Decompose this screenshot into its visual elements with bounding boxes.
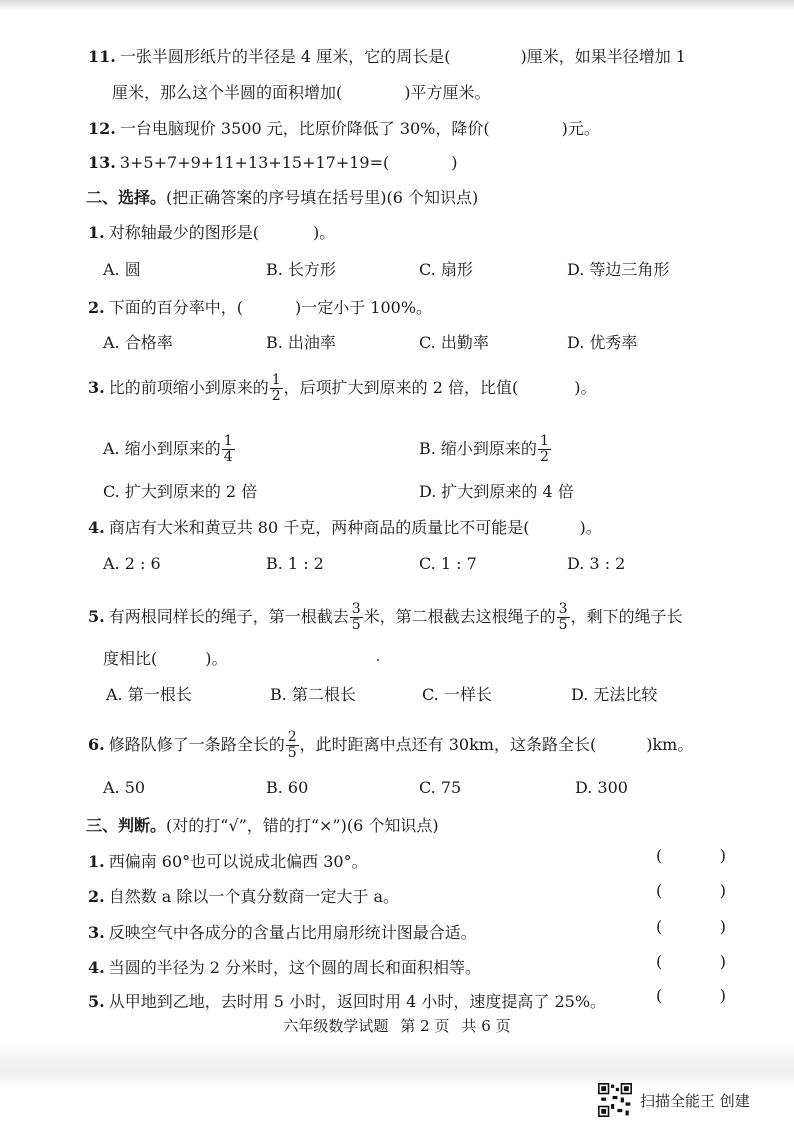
choice-6-option-b[interactable]: B. 60 (266, 778, 309, 797)
q11-text-a: 一张半圆形纸片的半径是 4 厘米，它的周长是 (119, 47, 445, 66)
q13-blank[interactable] (383, 152, 458, 174)
choice-3-blank[interactable] (512, 377, 581, 399)
choice-3-option-b[interactable]: B. 缩小到原来的 $\frac{1}{2}$ (419, 433, 549, 465)
judge-3: 3. 反映空气中各成分的含量占比用扇形统计图最合适。 (88, 923, 477, 942)
choice-5-option-b[interactable]: B. 第二根长 (270, 685, 356, 704)
judge-4: 4. 当圆的半径为 2 分米时，这个圆的周长和面积相等。 (88, 958, 482, 977)
choice-3-option-c[interactable]: C. 扩大到原来的 2 倍 (103, 482, 258, 501)
q12-text-b: 元。 (567, 119, 600, 138)
fraction-two-fifths: $\frac{2}{5}$ (287, 729, 297, 761)
q12-blank[interactable] (483, 118, 568, 140)
scan-speck (377, 659, 379, 661)
fraction-three-fifths-a: $\frac{3}{5}$ (351, 601, 361, 633)
choice-5-option-d[interactable]: D. 无法比较 (571, 685, 658, 704)
scan-top-edge (0, 0, 794, 10)
choice-4-option-b[interactable]: B. 1 : 2 (266, 554, 324, 573)
choice-3-option-a[interactable]: A. 缩小到原来的 $\frac{1}{4}$ (103, 433, 233, 465)
choice-6-blank[interactable] (590, 734, 653, 756)
choice-2-option-a[interactable]: A. 合格率 (103, 333, 173, 352)
choice-6-option-c[interactable]: C. 75 (419, 778, 462, 797)
section-3-heading: 三、判断。(对的打“√”，错的打“×”)(6 个知识点) (86, 816, 439, 835)
question-11-line-2 (112, 82, 491, 104)
scanner-watermark (598, 1083, 750, 1117)
choice-2-option-d[interactable]: D. 优秀率 (567, 333, 638, 352)
page-footer (0, 1015, 794, 1036)
choice-5-stem-line-2: 度相比( ) 。 (103, 648, 228, 670)
choice-2-option-c[interactable]: C. 出勤率 (419, 333, 489, 352)
exam-page: 11. 一张半圆形纸片的半径是 4 厘米，它的周长是( ) 厘米，如果半径增加 1 厘米，那么这个半圆的面积增加( ) 平方厘米。 12. 一台电脑现价 3500 元，比原价降低了 30%，降价( ) 元。 13. 3+5+7+9+11+13+15+17+19=( ) 二、选择。(把正确答案的序号填在括号里)(6 个知识点) 1. 对称轴最少的图形是( ) 。 A. 圆 B. 长方形 C. 扇形 D. 等边三角形 2. 下面的百分率中，( ) 一定小于 100%。 A. 合格率 B. 出油率 C. 出勤率 D. 优秀率 3. 比的前项缩小到原来的 $\frac{1}{2}$ ，后项扩大到原来的 2 倍，比值( ) 。 A. 缩小到原来的 $\frac{1}{4}$ B. 缩小到原来的 $\frac{1}{2}$ C. 扩大到原来的 2 倍 D. 扩大到原来的 4 倍 4. 商店有大米和黄豆共 80 千克，两种商品的质量比不可能是( ) 。 A. 2 : 6 B. 1 : 2 C. 1 : 7 D. 3 : 2 5. 有两根同样长的绳子，第一根截去 $\frac{3}{5}$ 米，第二根截去这根绳子的 $\frac{3}{5}$ ，剩下的绳子长 度相比( ) 。 A. 第一根长 B. 第二根长 C. 一样长 D. 无法比较 6. 修路队修了一条路全长的 $\frac{2}{5}$ ，此时距离中点还有 30km，这条路全长( ) km。 A. 50 B. 60 C. 75 D. 300 三、判断。(对的打“√”，错的打“×”)(6 个知识点) 1. 西偏南 60°也可以说成北偏西 30°。 ( ) 2. 自然数 a 除以一个真分数商一定大于 a。 ( ) 3. 反映空气中各成分的含量占比用扇形统计图最合适。 ( ) 4. 当圆的半径为 2 分米时，这个圆的周长和面积相等。 ( ) 5. 从甲地到乙地，去时用 5 小时，返回时用 4 小时，速度提高了 25%。 ( ) 六年级数学试题 第 2 页 共 6 页 扫描全能王 创建 (0, 0, 794, 1124)
choice-2-stem: 2. 下面的百分率中，( ) 一定小于 100%。 (88, 297, 432, 319)
question-11-line-1: 11. 一张半圆形纸片的半径是 4 厘米，它的周长是( ) 厘米，如果半径增加 1 (88, 46, 686, 68)
qr-code-icon (598, 1083, 632, 1117)
choice-5-stem-line-1: 5. 有两根同样长的绳子，第一根截去 $\frac{3}{5}$ 米，第二根截去这根绳子的 $\frac{3}{5}$ ，剩下的绳子长 (88, 601, 683, 633)
choice-6-option-d[interactable]: D. 300 (575, 778, 628, 797)
q13-text-a: 3+5+7+9+11+13+15+17+19= (119, 153, 384, 172)
choice-5-option-a[interactable]: A. 第一根长 (106, 685, 192, 704)
choice-6-stem: 6. 修路队修了一条路全长的 $\frac{2}{5}$ ，此时距离中点还有 30km，这条路全长( ) km。 (88, 730, 693, 761)
choice-4-option-d[interactable]: D. 3 : 2 (567, 554, 626, 573)
choice-1-stem: 1. 对称轴最少的图形是( ) 。 (88, 222, 335, 244)
choice-4-option-c[interactable]: C. 1 : 7 (419, 554, 477, 573)
section-2-heading: 二、选择。(把正确答案的序号填在括号里)(6 个知识点) (86, 188, 479, 207)
fraction-one-half-b: $\frac{1}{2}$ (539, 433, 549, 465)
question-13: 13. 3+5+7+9+11+13+15+17+19=( ) (88, 152, 458, 174)
choice-3-option-d[interactable]: D. 扩大到原来的 4 倍 (419, 482, 574, 501)
scanner-brand-text: 扫描全能王 创建 (640, 1091, 750, 1110)
footer-page: 第 2 页 (400, 1017, 450, 1035)
q11-blank-1[interactable] (444, 46, 527, 68)
fraction-one-quarter: $\frac{1}{4}$ (223, 433, 233, 465)
choice-2-option-b[interactable]: B. 出油率 (266, 333, 336, 352)
q11-text-d: 平方厘米。 (410, 83, 491, 102)
question-12: 12. 一台电脑现价 3500 元，比原价降低了 30%，降价( ) 元。 (88, 118, 600, 140)
judge-2: 2. 自然数 a 除以一个真分数商一定大于 a。 (88, 887, 400, 906)
choice-3-stem: 3. 比的前项缩小到原来的 $\frac{1}{2}$ ，后项扩大到原来的 2 倍，比值( ) 。 (88, 373, 597, 404)
footer-total: 共 6 页 (461, 1017, 511, 1035)
choice-1-option-c[interactable]: C. 扇形 (419, 260, 473, 279)
choice-1-option-d[interactable]: D. 等边三角形 (567, 260, 670, 279)
fraction-three-fifths-b: $\frac{3}{5}$ (558, 601, 568, 633)
choice-1-option-a[interactable]: A. 圆 (103, 260, 141, 279)
choice-1-blank[interactable] (253, 222, 320, 244)
q11-text-b: 厘米，如果半径增加 1 (526, 47, 686, 66)
q11-blank-2[interactable] (336, 82, 411, 104)
choice-5-blank[interactable] (151, 648, 212, 670)
choice-6-option-a[interactable]: A. 50 (103, 778, 146, 797)
q11-text-c: 厘米，那么这个半圆的面积增加 (112, 83, 337, 102)
footer-title: 六年级数学试题 (283, 1017, 389, 1035)
choice-5-option-c[interactable]: C. 一样长 (422, 685, 492, 704)
q12-text-a: 一台电脑现价 3500 元，比原价降低了 30%，降价 (119, 119, 484, 138)
choice-4-option-a[interactable]: A. 2 : 6 (103, 554, 161, 573)
choice-1-option-b[interactable]: B. 长方形 (266, 260, 336, 279)
choice-2-blank[interactable] (237, 297, 302, 319)
judge-5: 5. 从甲地到乙地，去时用 5 小时，返回时用 4 小时，速度提高了 25%。 (88, 992, 607, 1011)
choice-4-blank[interactable] (523, 517, 586, 539)
fraction-one-half: $\frac{1}{2}$ (271, 372, 281, 404)
judge-1: 1. 西偏南 60°也可以说成北偏西 30°。 (88, 852, 368, 871)
choice-4-stem: 4. 商店有大米和黄豆共 80 千克，两种商品的质量比不可能是( ) 。 (88, 517, 602, 539)
